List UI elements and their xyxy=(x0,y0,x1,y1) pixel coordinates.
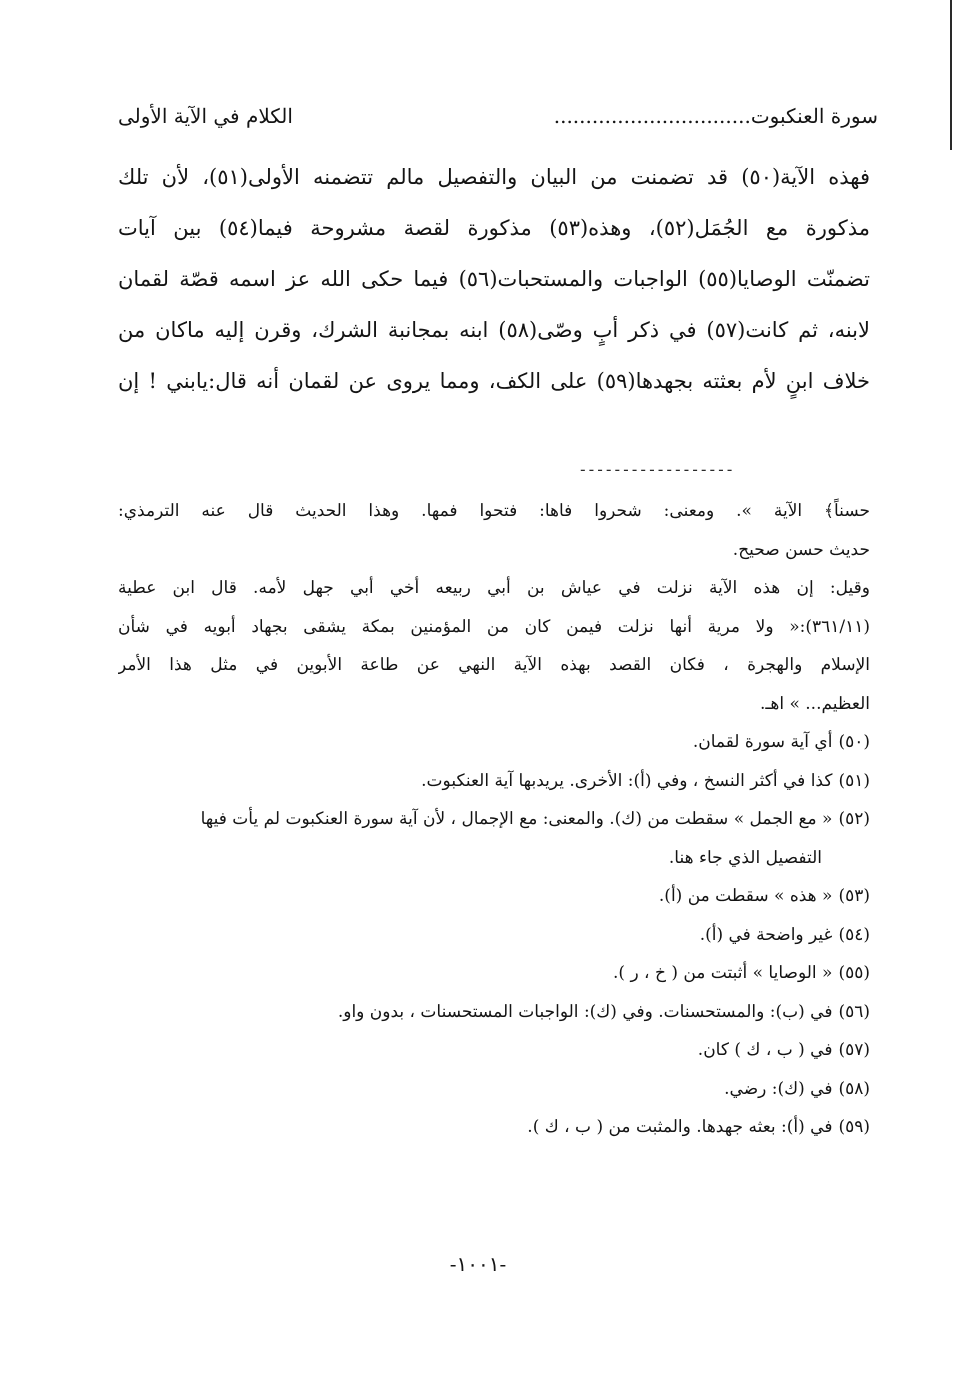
footnote-number: (٥٧) xyxy=(838,1040,870,1060)
note-line: حسناً﴾ الآية ». ومعنى: شحروا فاها: فتحوا فمها. وهذا الحديث قال عنه الترمذي: xyxy=(118,501,870,521)
footnote-item xyxy=(118,1070,870,1109)
footnote-number: (٥٩) xyxy=(838,1117,870,1137)
footnote-text: « مع الجمل » سقطت من (ك). والمعنى: مع الإجمال ، لأن آية سورة العنكبوت لم يأت فيها xyxy=(200,809,833,829)
page-number: -١٠٠١- xyxy=(449,1252,507,1276)
note-line: الإسلام والهجرة ، فكان القصد بهذه الآية النهي عن طاعة الأبوين في مثل هذا الأمر xyxy=(118,655,870,675)
running-header xyxy=(118,96,878,136)
note-line: (٣٦١/١١):« ولا مرية أنها نزلت فيمن كان من المؤمنين بمكة يشقى بجهاد أبويه في شأن xyxy=(118,616,870,637)
footnote-text: في ( ب ، ك ) كان. xyxy=(697,1040,833,1060)
footnote-item xyxy=(118,877,870,916)
footnote-continuation: التفصيل الذي جاء هنا. xyxy=(668,847,822,868)
footnote-text: « هذه » سقطت من (أ). xyxy=(658,886,833,906)
footnote-number: (٥٠) xyxy=(838,732,870,752)
footnote-item xyxy=(118,800,870,839)
footnote-item xyxy=(118,1031,870,1070)
footnote-text: كذا في أكثر النسخ ، وفي (أ): الأخرى. يريدبها آية العنكبوت. xyxy=(421,770,833,791)
footnote-text: في (ك): رضي. xyxy=(724,1078,833,1099)
page-edge-line xyxy=(950,0,952,150)
header-section-title: الكلام في الآية الأولى xyxy=(118,104,293,128)
footnote-number: (٥١) xyxy=(838,770,870,791)
footnote-text: غير واضحة في (أ). xyxy=(699,924,833,945)
footnote-item xyxy=(118,1108,870,1147)
note-line: وقيل: إن هذه الآية نزلت في عياش بن أبي ربيعه أخي أبي جهل لأمه. قال ابن عطية xyxy=(118,578,870,598)
footnote-number: (٥٣) xyxy=(838,886,870,906)
note-line: العظيم... » اهـ. xyxy=(760,693,870,714)
footnote-number: (٥٢) xyxy=(838,809,870,829)
header-surah-name: سورة العنكبوت............................... xyxy=(553,104,878,128)
footnote-text: في (ب): والمستحسنات. وفي (ك): الواجبات المستحسنات ، بدون واو. xyxy=(337,1001,833,1022)
footnote-number: (٥٤) xyxy=(838,924,870,945)
footnote-item xyxy=(118,723,870,762)
footnote-item xyxy=(118,993,870,1032)
footnotes-section xyxy=(118,492,870,1147)
footnote-number: (٥٦) xyxy=(838,1001,870,1022)
footnote-item xyxy=(118,762,870,801)
footnote-text: في (أ): بعثه جهدها. والمثبت من ( ب ، ك ). xyxy=(527,1117,833,1137)
main-text-line: مذكورة مع الجُمَل(٥٢)، وهذه(٥٣) مذكورة لقصة مشروحة فيما(٥٤) بين آيات xyxy=(118,216,870,240)
footnote-text: « الوصايا » أثبتت من ( خ ، ر ). xyxy=(613,963,833,983)
main-text-line: خلاف ابنٍ لأم بعثته بجهدها(٥٩) على الكف، ومما يروى عن لقمان أنه قال:يابني ! إن xyxy=(118,369,870,393)
footnote-number: (٥٨) xyxy=(838,1078,870,1099)
note-line: حديث حسن صحيح. xyxy=(732,539,870,560)
footnote-item xyxy=(118,954,870,993)
header-dots: ............................... xyxy=(553,104,751,128)
footnote-text: أي آية سورة لقمان. xyxy=(692,732,833,752)
main-text-line: تضمنّت الوصايا(٥٥) الواجبات والمستحبات(٥٦) فيما حكى الله عز اسمه قصّة لقمان xyxy=(118,267,870,291)
main-text-line: لابنه، ثم كانت(٥٧) في ذكر أبٍ وصّى(٥٨) ابنه بمجانبة الشرك، وقرن إليه ماكان من xyxy=(118,318,870,342)
footnote-separator: ------------------ xyxy=(578,460,734,479)
main-text-line: فهذه الآية(٥٠) قد تضمنت من البيان والتفصيل مالم تتضمنه الأولى(٥١)، لأن تلك xyxy=(118,165,870,189)
main-text xyxy=(118,152,870,407)
footnote-number: (٥٥) xyxy=(838,963,870,983)
footnote-item xyxy=(118,916,870,955)
